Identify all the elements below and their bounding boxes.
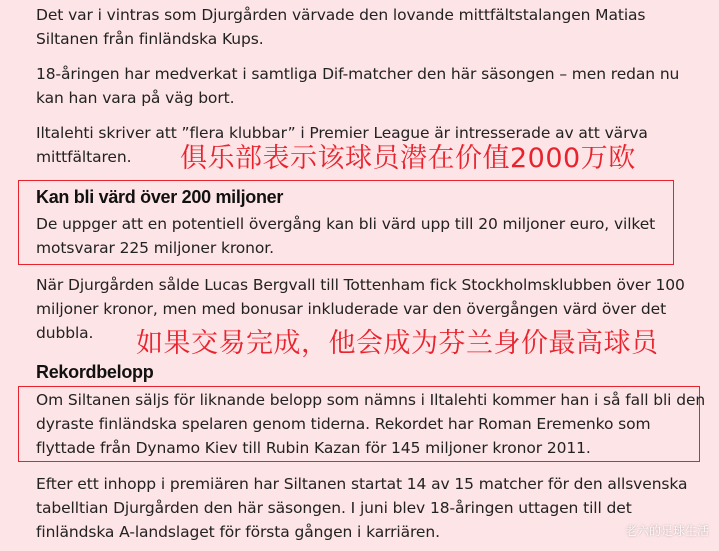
paragraph-season-stats: Efter ett inhopp i premiären har Siltanen startat 14 av 15 matcher för den allsvenska tabelltian Djurgården den här säsongen. I juni blev 18-åringen uttagen till det finländska A-landslaget för första gången i karriären. <box>36 475 688 541</box>
paragraph-intro: Det var i vintras som Djurgården värvade den lovande mittfältstalangen Matias Siltanen från finländska Kups. <box>36 6 646 48</box>
paragraph-season: 18-åringen har medverkat i samtliga Dif-matcher den här säsongen – men redan nu kan han vara på väg bort. <box>36 65 680 107</box>
watermark-text: 老六的足球生活 <box>624 524 709 538</box>
paragraph-transfer-value: De uppger att en potentiell övergång kan bli värd upp till 20 miljoner euro, vilket motsvarar 225 miljoner kronor. <box>36 215 656 257</box>
paragraph-record: Om Siltanen säljs för liknande belopp som nämns i Iltalehti kommer han i så fall bli den dyraste finländska spelaren genom tiderna. Rekordet har Roman Eremenko som flyttade från Dynamo Kiev till Rubin Kazan för 145 miljoner kronor 2011. <box>36 391 706 457</box>
paragraph-premier-league: Iltalehti skriver att ”flera klubbar” i Premier League är intresserade av att värva mittfältaren. <box>36 124 648 166</box>
paragraph-bergvall: När Djurgården sålde Lucas Bergvall till Tottenham fick Stockholmsklubben över 100 miljoner kronor, men med bonusar inkluderade var den övergången värd över det dubbla. <box>36 276 685 342</box>
annotation-potential-value: 俱乐部表示该球员潜在价值2000万欧 <box>180 143 636 174</box>
heading-value: Kan bli värd över 200 miljoner <box>36 187 284 207</box>
annotation-record-player: 如果交易完成，他会成为芬兰身价最高球员 <box>136 328 659 359</box>
heading-record: Rekordbelopp <box>36 362 154 382</box>
